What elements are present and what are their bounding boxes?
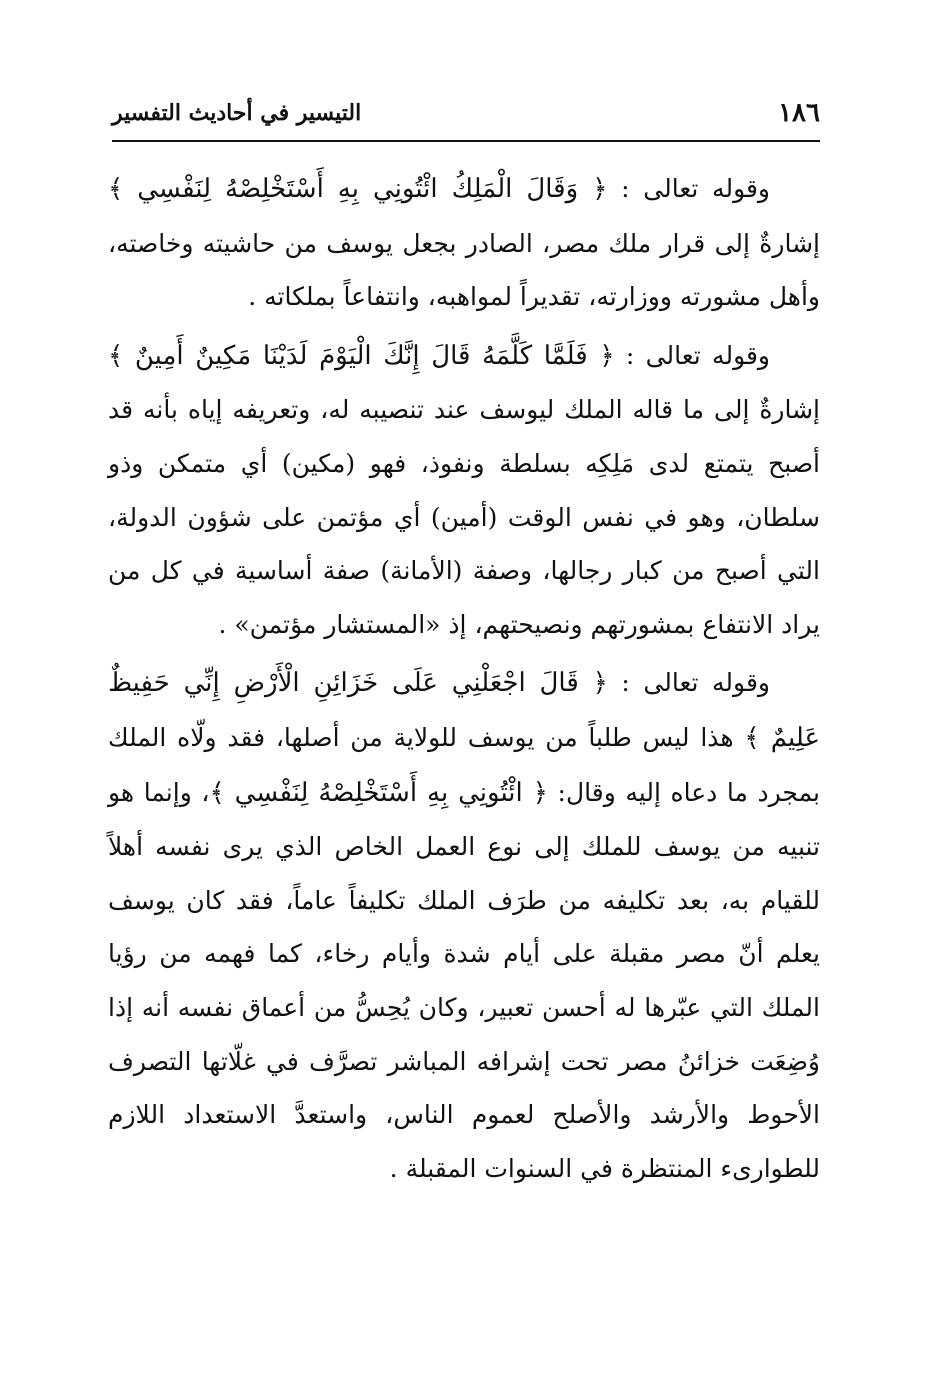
header-rule (112, 140, 820, 142)
quran-quote: ﴿ قَالَ اجْعَلْنِي عَلَى خَزَائِنِ الْأَرْضِ إِنِّي حَفِيظٌ عَلِيمٌ ﴾ (108, 668, 820, 753)
paragraph-text: إشارةٌ إلى ما قاله الملك ليوسف عند تنصيبه له، وتعريفه إياه بأنه قد أصبح يتمتع لدى مَلِكِه بسلطة ونفوذ، فهو (مكين) أي متمكن وذو سلطان، وهو في نفس الوقت (أمين) أي مؤتمن على شؤون الدولة، التي أصبح من كبار رجالها، وصفة (الأمانة) صفة أساسية في كل من يراد الانتفاع بمشورتهم ونصيحتهم، إذ «المستشار مؤتمن» . (108, 395, 820, 639)
paragraph-3 (108, 656, 820, 1195)
paragraph-lead: وقوله تعالى : (607, 668, 770, 698)
paragraph-2 (108, 329, 820, 652)
quran-quote: ﴿ فَلَمَّا كَلَّمَهُ قَالَ إِنَّكَ الْيَوْمَ لَدَيْنَا مَكِينٌ أَمِينٌ ﴾ (108, 340, 615, 371)
quran-quote: ﴿ ائْتُونِي بِهِ أَسْتَخْلِصْهُ لِنَفْسِي ﴾ (209, 777, 548, 808)
paragraph-text: ، وإنما هو تنبيه من يوسف للملك إلى نوع العمل الخاص الذي يرى نفسه أهلاً للقيام به، بعد تكليفه من طرَف الملك تكليفاً عاماً، فقد كان يوسف يعلم أنّ مصر مقبلة على أيام شدة وأيام رخاء، كما فهمه من رؤيا الملك التي عبّرها له أحسن تعبير، وكان يُحِسُّ من أعماق نفسه أنه إذا وُضِعَت خزائنُ مصر تحت إشرافه المباشر تصرَّف في غلّاتها التصرف الأحوط والأرشد والأصلح لعموم الناس، واستعدَّ الاستعداد اللازم للطوارىء المنتظرة في السنوات المقبلة . (108, 777, 820, 1183)
paragraph-text: هذا ليس طلباً من يوسف للولاية من أصلها، فقد ولّاه الملك بمجرد ما دعاه إليه وقال: (108, 722, 820, 807)
page-header (112, 92, 820, 142)
running-title: التيسير في أحاديث التفسير (112, 100, 362, 126)
paragraph-lead: وقوله تعالى : (614, 340, 771, 370)
paragraph-text: إشارةٌ إلى قرار ملك مصر، الصادر بجعل يوسف من حاشيته وخاصته، وأهل مشورته ووزارته، تقديراً لمواهبه، وانتفاعاً بملكاته . (108, 228, 820, 312)
paragraph-1 (108, 162, 820, 324)
body-text (108, 162, 820, 1195)
page-number: ١٨٦ (778, 98, 820, 128)
paragraph-lead: وقوله تعالى : (607, 174, 771, 203)
quran-quote: ﴿ وَقَالَ الْمَلِكُ ائْتُونِي بِهِ أَسْتَخْلِصْهُ لِنَفْسِي ﴾ (108, 174, 608, 204)
